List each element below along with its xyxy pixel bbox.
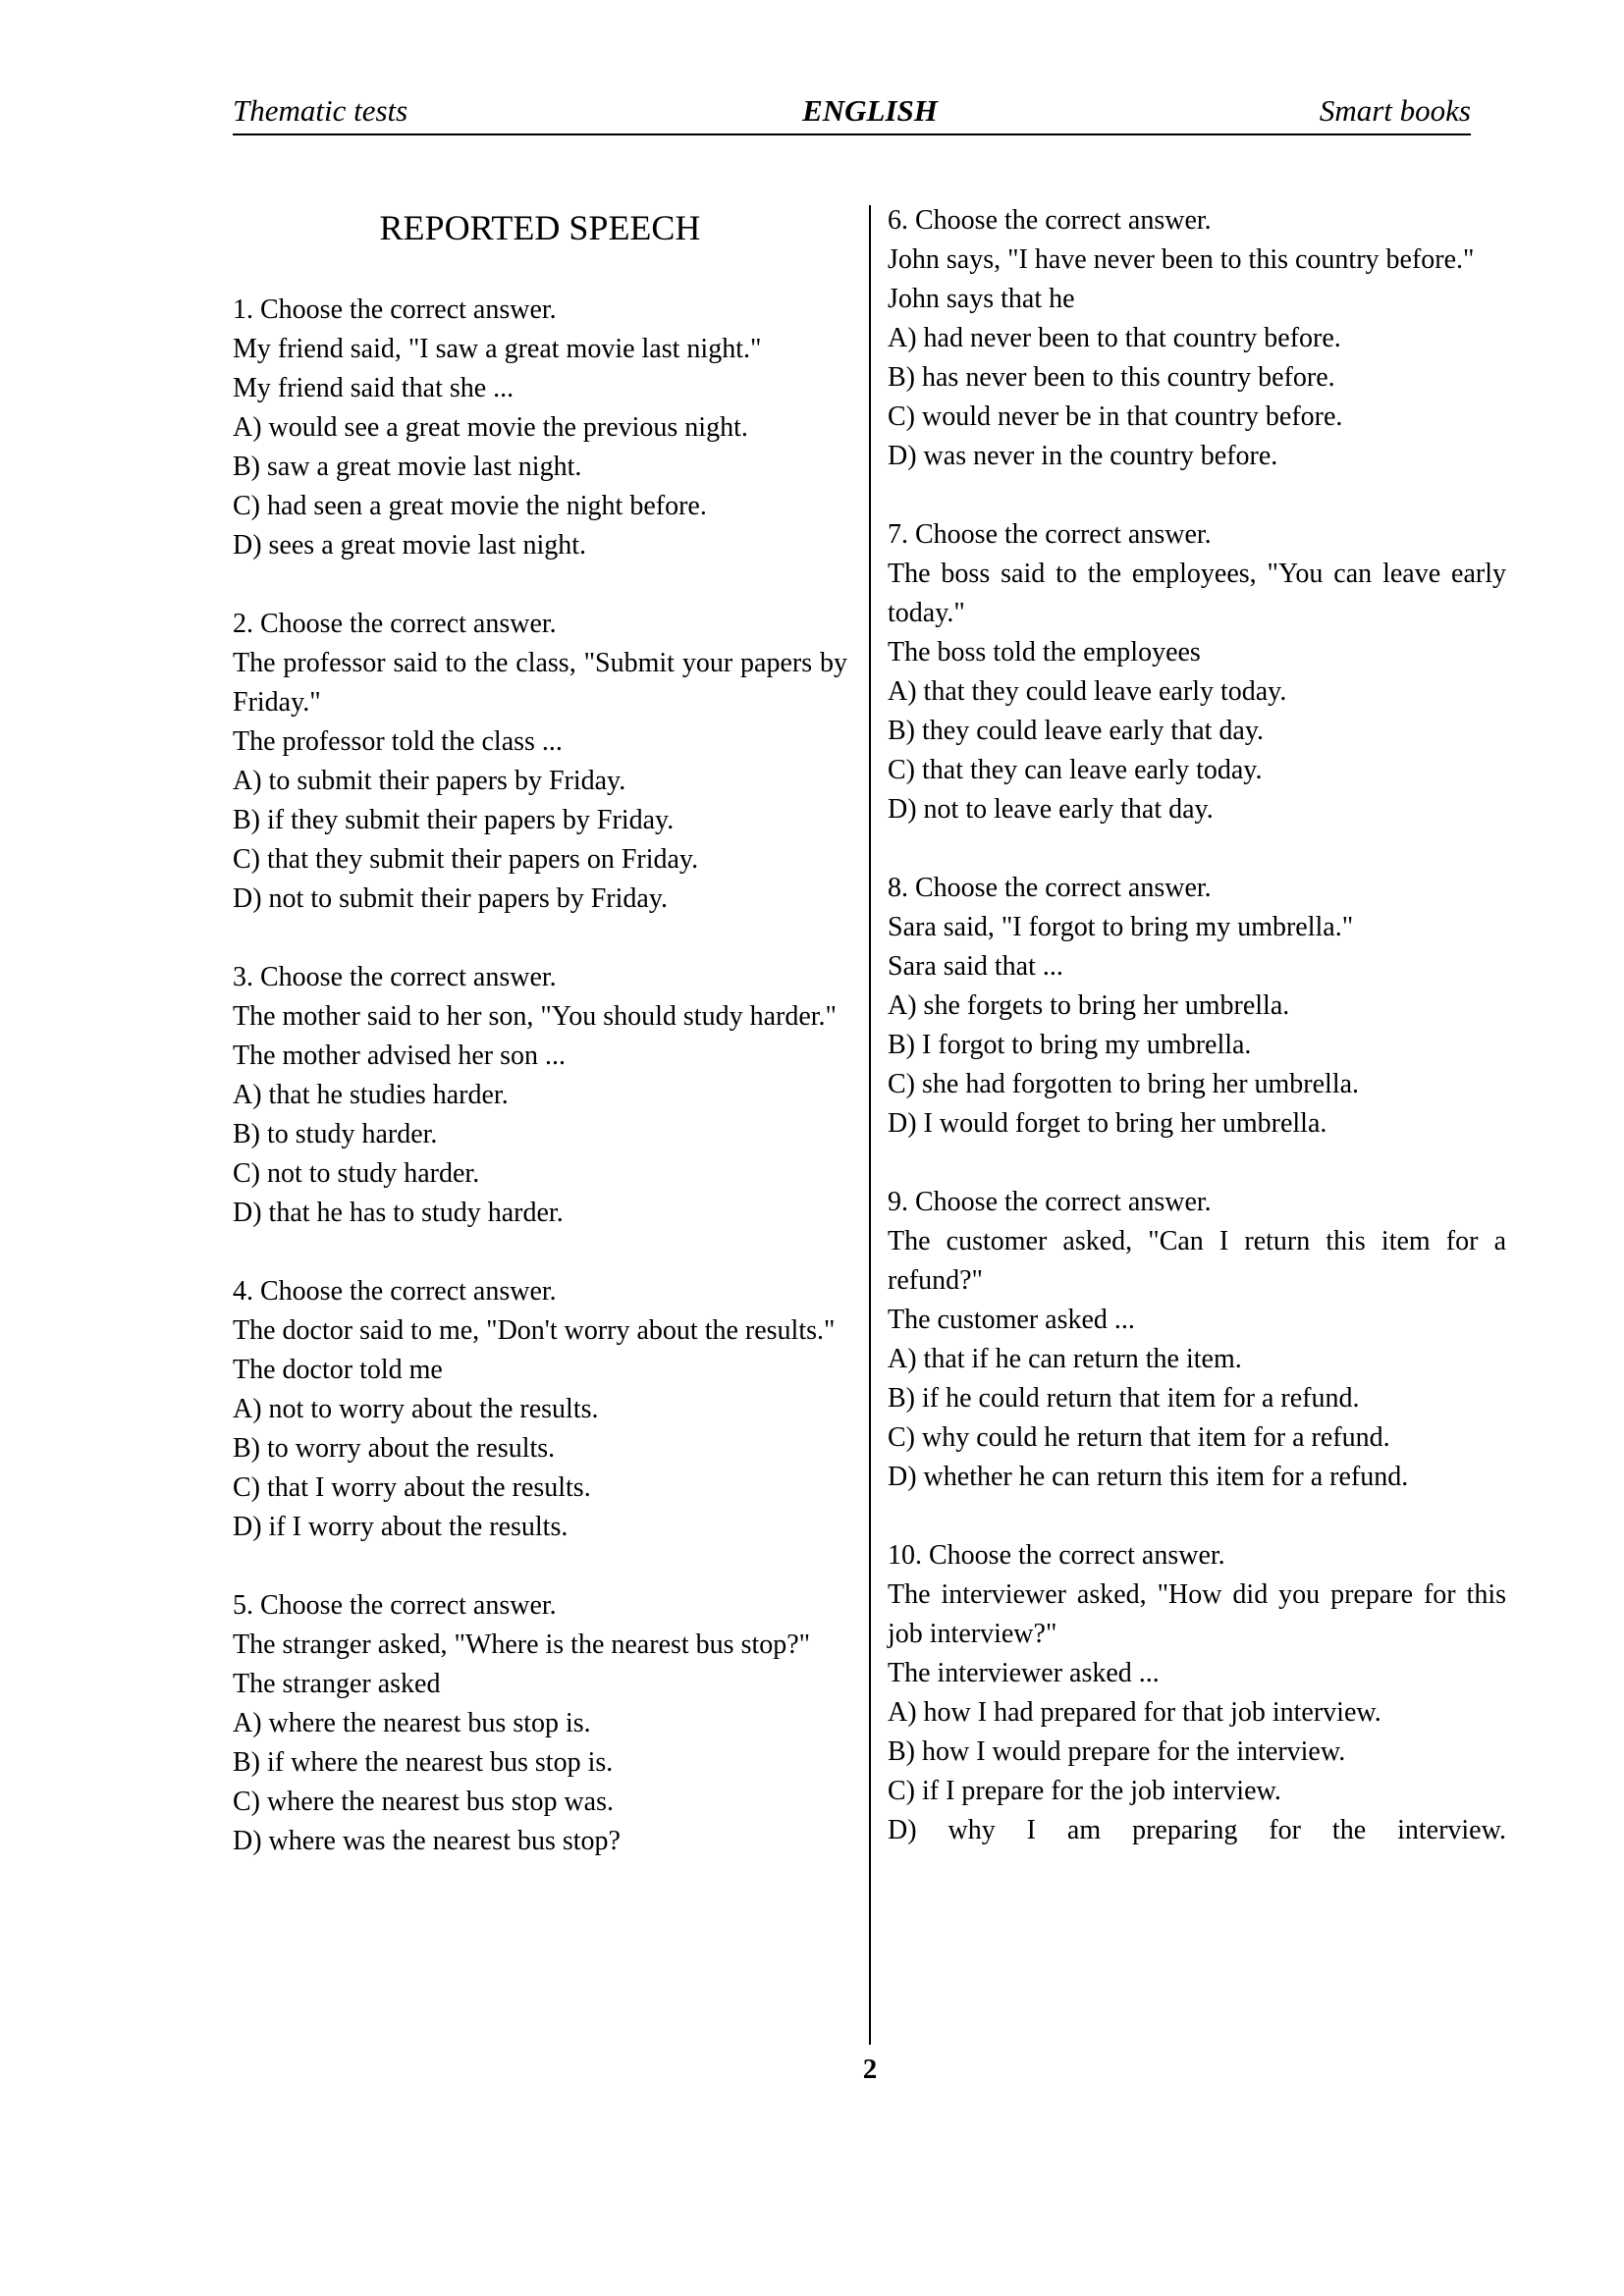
question-quote: The professor said to the class, "Submit your papers by Friday.": [233, 648, 847, 718]
question-9: [888, 1183, 1506, 1497]
question-report: The mother advised her son ...: [233, 1041, 567, 1071]
option-b: B) I forgot to bring my umbrella.: [888, 1030, 1252, 1060]
option-d: D) sees a great movie last night.: [233, 530, 587, 561]
question-3: [233, 958, 847, 1233]
question-2: [233, 605, 847, 919]
question-quote: The doctor said to me, "Don't worry about the results.": [233, 1315, 836, 1346]
question-heading: 4. Choose the correct answer.: [233, 1276, 557, 1307]
option-c: C) she had forgotten to bring her umbrella.: [888, 1069, 1360, 1099]
option-b: B) how I would prepare for the interview.: [888, 1736, 1346, 1767]
question-report: My friend said that she ...: [233, 373, 514, 403]
option-b: B) if where the nearest bus stop is.: [233, 1747, 614, 1778]
option-c: C) would never be in that country before.: [888, 401, 1343, 432]
option-d: D) whether he can return this item for a refund.: [888, 1462, 1409, 1492]
option-c: C) that they submit their papers on Friday.: [233, 844, 699, 875]
option-d: D) that he has to study harder.: [233, 1198, 564, 1228]
option-a: A) to submit their papers by Friday.: [233, 766, 626, 796]
option-a: A) would see a great movie the previous night.: [233, 412, 748, 443]
section-title: REPORTED SPEECH: [379, 208, 701, 247]
question-report: The customer asked ...: [888, 1305, 1135, 1335]
option-d: D) not to submit their papers by Friday.: [233, 883, 669, 914]
option-b: B) if he could return that item for a refund.: [888, 1383, 1360, 1414]
option-d: D) I would forget to bring her umbrella.: [888, 1108, 1327, 1139]
question-10: [888, 1536, 1506, 1850]
content-area: [233, 196, 1507, 2045]
question-quote: Sara said, "I forgot to bring my umbrella.": [888, 912, 1354, 942]
question-8: [888, 869, 1506, 1144]
question-quote: John says, "I have never been to this country before.": [888, 244, 1475, 275]
option-b: B) to worry about the results.: [233, 1433, 556, 1464]
question-heading: 1. Choose the correct answer.: [233, 294, 557, 325]
option-b: B) has never been to this country before.: [888, 362, 1335, 393]
question-quote: The boss said to the employees, "You can leave early today.": [888, 559, 1506, 628]
question-heading: 9. Choose the correct answer.: [888, 1187, 1212, 1217]
option-b: B) to study harder.: [233, 1119, 438, 1149]
page-number: 2: [862, 2054, 878, 2085]
option-c: C) had seen a great movie the night before.: [233, 491, 707, 521]
option-a: A) that they could leave early today.: [888, 676, 1287, 707]
question-report: Sara said that ...: [888, 951, 1063, 982]
question-6: [888, 201, 1506, 476]
option-d: D) if I worry about the results.: [233, 1512, 568, 1542]
column-divider-rule: [869, 205, 871, 2045]
left-column: [233, 196, 847, 1861]
question-quote: The interviewer asked, "How did you prepare for this job interview?": [888, 1579, 1506, 1649]
option-b: B) if they submit their papers by Friday.: [233, 805, 675, 835]
option-d: D) was never in the country before.: [888, 441, 1278, 471]
option-a: A) where the nearest bus stop is.: [233, 1708, 591, 1738]
question-report: The boss told the employees: [888, 637, 1201, 667]
question-report: John says that he: [888, 284, 1075, 314]
option-c: C) not to study harder.: [233, 1158, 480, 1189]
question-4: [233, 1272, 847, 1547]
option-a: A) not to worry about the results.: [233, 1394, 599, 1424]
question-heading: 3. Choose the correct answer.: [233, 962, 557, 992]
option-c: C) why could he return that item for a refund.: [888, 1422, 1390, 1453]
question-quote: My friend said, "I saw a great movie last night.": [233, 334, 762, 364]
option-c: C) if I prepare for the job interview.: [888, 1776, 1281, 1806]
question-quote: The stranger asked, "Where is the nearest bus stop?": [233, 1629, 811, 1660]
question-heading: 7. Choose the correct answer.: [888, 519, 1212, 550]
question-5: [233, 1586, 847, 1861]
option-b: B) they could leave early that day.: [888, 716, 1265, 746]
question-heading: 5. Choose the correct answer.: [233, 1590, 557, 1621]
option-d: D) not to leave early that day.: [888, 794, 1214, 825]
option-c: C) that they can leave early today.: [888, 755, 1263, 785]
question-heading: 10. Choose the correct answer.: [888, 1540, 1225, 1571]
option-d: D) where was the nearest bus stop?: [233, 1826, 621, 1856]
question-quote: The mother said to her son, "You should study harder.": [233, 1001, 837, 1032]
question-heading: 8. Choose the correct answer.: [888, 873, 1212, 903]
option-a: A) how I had prepared for that job interview.: [888, 1697, 1381, 1728]
question-report: The doctor told me: [233, 1355, 443, 1385]
question-7: [888, 515, 1506, 829]
option-d: D) why I am preparing for the interview.: [888, 1815, 1506, 1845]
header-right-title: Smart books: [1319, 93, 1471, 128]
question-report: The professor told the class ...: [233, 726, 563, 757]
question-heading: 6. Choose the correct answer.: [888, 205, 1212, 236]
option-b: B) saw a great movie last night.: [233, 452, 582, 482]
option-c: C) where the nearest bus stop was.: [233, 1787, 615, 1817]
question-report: The interviewer asked ...: [888, 1658, 1160, 1688]
header-left-title: Thematic tests: [233, 93, 408, 128]
option-a: A) had never been to that country before.: [888, 323, 1341, 353]
option-a: A) that if he can return the item.: [888, 1344, 1242, 1374]
option-a: A) that he studies harder.: [233, 1080, 509, 1110]
option-c: C) that I worry about the results.: [233, 1472, 591, 1503]
option-a: A) she forgets to bring her umbrella.: [888, 990, 1290, 1021]
question-quote: The customer asked, "Can I return this item for a refund?": [888, 1226, 1506, 1296]
question-heading: 2. Choose the correct answer.: [233, 609, 557, 639]
right-column: [888, 196, 1506, 1850]
header-center-title: ENGLISH: [802, 93, 938, 128]
question-report: The stranger asked: [233, 1669, 441, 1699]
question-1: [233, 291, 847, 565]
page-header: [233, 88, 1471, 135]
